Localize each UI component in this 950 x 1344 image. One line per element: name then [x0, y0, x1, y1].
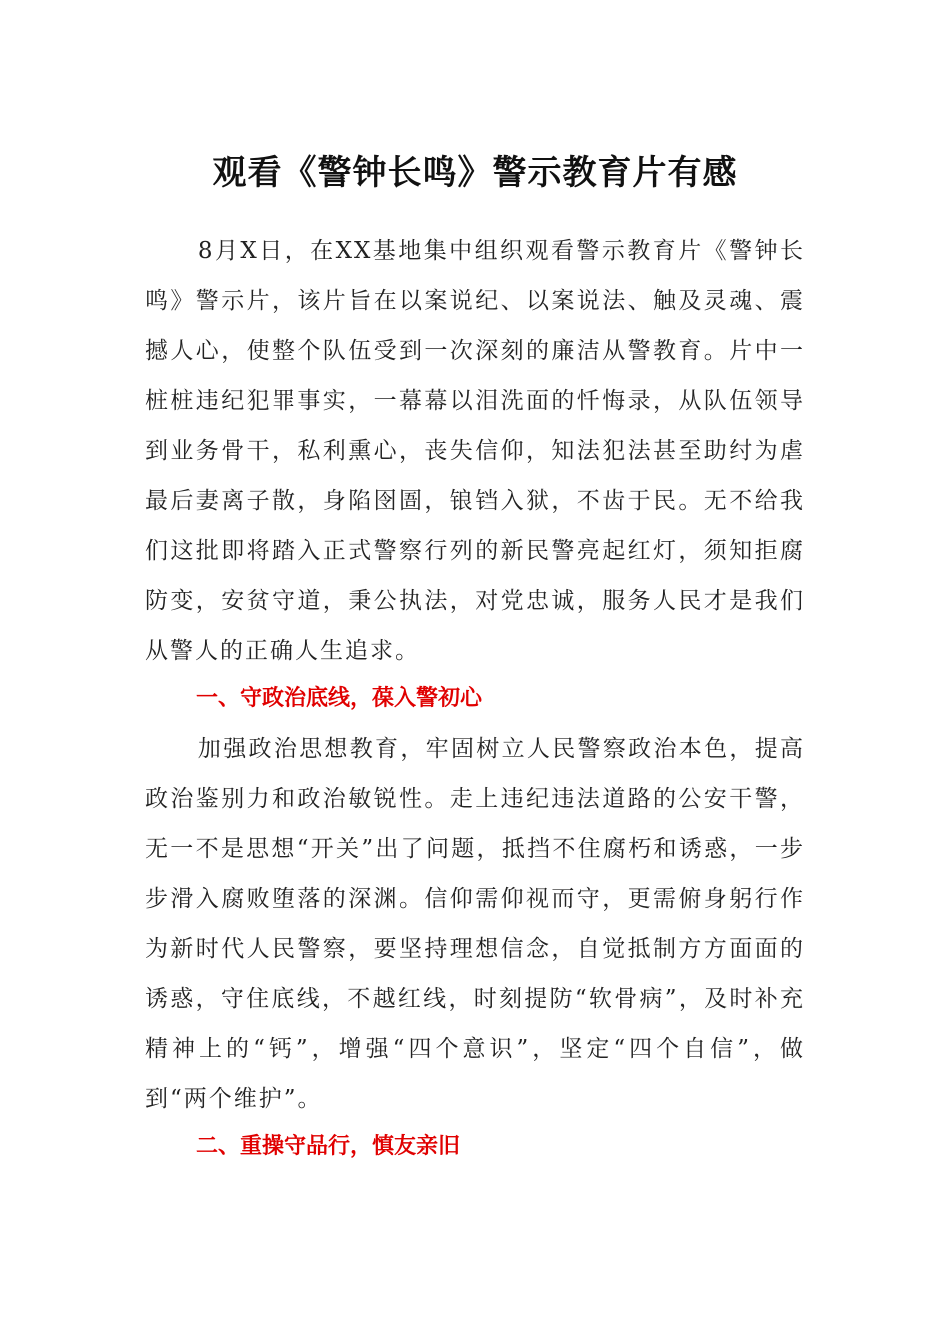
document-title: 观看《警钟长鸣》警示教育片有感	[212, 153, 738, 193]
section-heading-2: 二、重操守品行，慎友亲旧	[196, 1134, 461, 1159]
paragraph-intro: 8月X日，在XX基地集中组织观看警示教育片《警钟长鸣》警示片，该片旨在以案说纪、以案说法、触及灵魂、震撼人心，使整个队伍受到一次深刻的廉洁从警教育。片中一桩桩违纪犯罪事实，一幕幕以泪洗面的忏悔录，从队伍领导到业务骨干，私利熏心，丧失信仰，知法犯法甚至助纣为虐最后妻离子散，身陷囹圄，锒铛入狱，不齿于民。无不给我们这批即将踏入正式警察行列的新民警亮起红灯，须知拒腐防变，安贫守道，秉公执法，对党忠诚，服务人民才是我们从警人的正确人生追求。	[145, 238, 805, 664]
section-heading-1: 一、守政治底线，葆入警初心	[196, 686, 483, 711]
paragraph-section-1: 加强政治思想教育，牢固树立人民警察政治本色，提高政治鉴别力和政治敏锐性。走上违纪违法道路的公安干警，无一不是思想“开关”出了问题，抵挡不住腐朽和诱惑，一步步滑入腐败堕落的深渊。信仰需仰视而守，更需俯身躬行作为新时代人民警察，要坚持理想信念，自觉抵制方方面面的诱惑，守住底线，不越红线，时刻提防“软骨病”，及时补充精神上的“钙”，增强“四个意识”，坚定“四个自信”，做到“两个维护”。	[145, 736, 805, 1112]
